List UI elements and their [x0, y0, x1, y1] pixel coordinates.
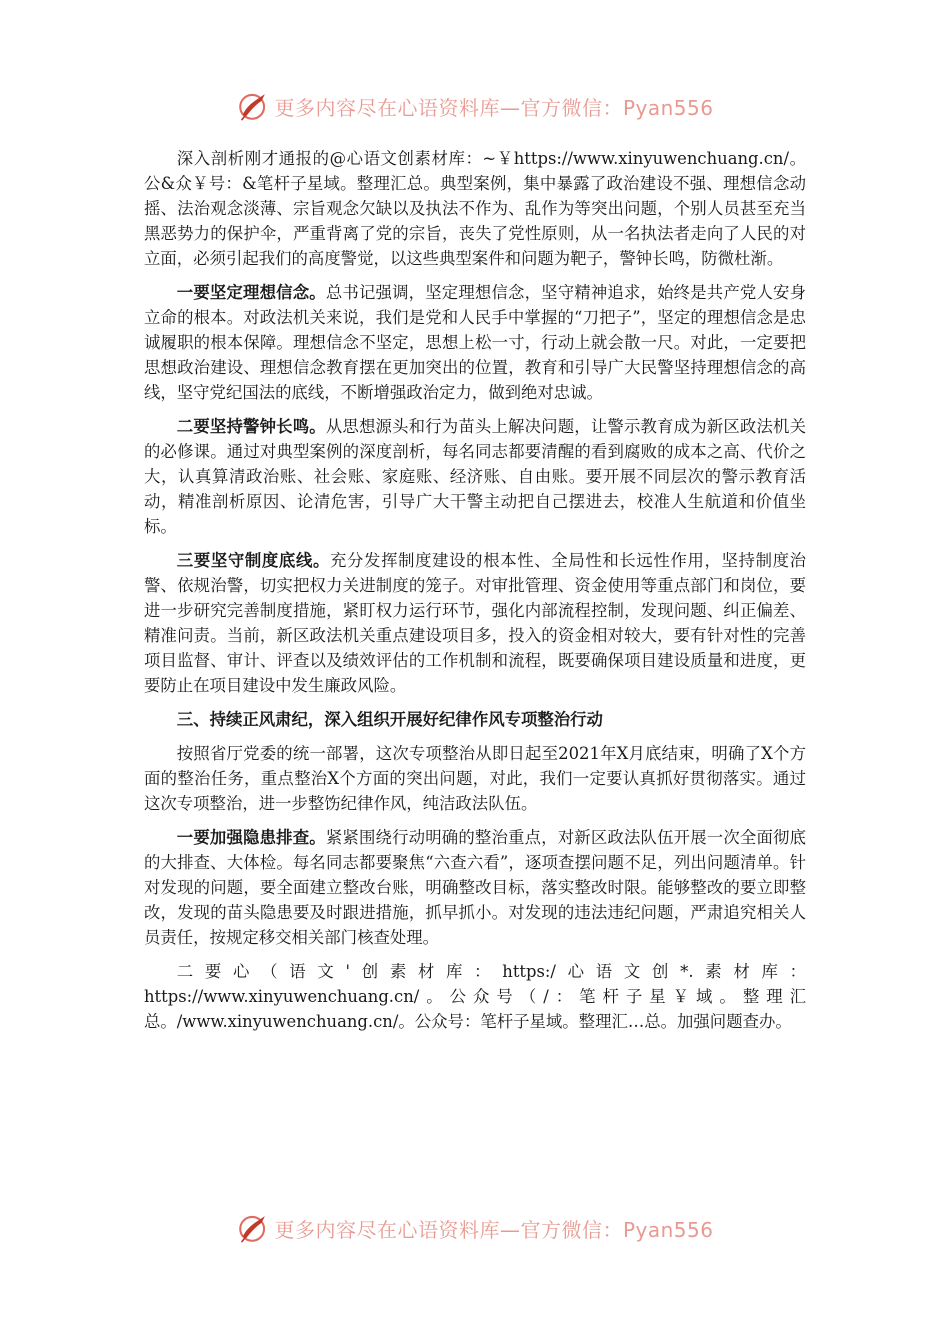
paragraph-warning [144, 414, 806, 539]
paragraph-text: 总书记强调，坚定理想信念，坚守精神追求，始终是共产党人安身立命的根本。对政法机关来说，我们是党和人民手中掌握的“刀把子”，坚定的理想信念是忠诚履职的根本保障。理想信念不坚定，思想上松一寸，行动上就会散一尺。对此，一定要把思想政治建设、理想信念教育摆在更加突出的位置，教育和引导广大民警坚持理想信念的高线，坚守党纪国法的底线，不断增强政治定力，做到绝对忠诚。 [144, 283, 806, 402]
paragraph-text: 紧紧围绕行动明确的整治重点，对新区政法队伍开展一次全面彻底的大排查、大体检。每名同志都要聚焦“六查六看”，逐项查摆问题不足，列出问题清单。针对发现的问题，要全面建立整改台账，明确整改目标，落实整改时限。能够整改的要立即整改，发现的苗头隐患要及时跟进措施，抓早抓小。对发现的违法违纪问题，严肃追究相关人员责任，按规定移交相关部门核查处理。 [144, 828, 806, 947]
paragraph-lead: 三要坚守制度底线。 [176, 551, 330, 570]
footer-banner [0, 1208, 950, 1248]
paragraph-text: 充分发挥制度建设的根本性、全局性和长远性作用，坚持制度治警、依规治警，切实把权力关进制度的笼子。对审批管理、资金使用等重点部门和岗位，要进一步研究完善制度措施，紧盯权力运行环节，强化内部流程控制，发现问题、纠正偏差、精准问责。当前，新区政法机关重点建设项目多，投入的资金相对较大，要有针对性的完善项目监督、审计、评查以及绩效评估的工作机制和流程，既要确保项目建设质量和进度，更要防止在项目建设中发生廉政风险。 [144, 551, 806, 695]
paragraph-lead: 二要坚持警钟长鸣。 [176, 417, 326, 436]
paragraph-rectification: 按照省厅党委的统一部署，这次专项整治从即日起至2021年X月底结束，明确了X个方面的整治任务，重点整治X个方面的突出问题，对此，我们一定要认真抓好贯彻落实。通过这次专项整治，进一步整饬纪律作风，纯洁政法队伍。 [144, 744, 806, 813]
document-body [144, 146, 806, 1038]
pen-ink-logo-icon [236, 89, 270, 123]
paragraph-intro: 深入剖析刚才通报的@心语文创素材库：~￥https://www.xinyuwenchuang.cn/。公&众￥号：&笔杆子星域。整理汇总。典型案例，集中暴露了政治建设不强、理想信念动摇、法治观念淡薄、宗旨观念欠缺以及执法不作为、乱作为等突出问题，个别人员甚至充当黑恶势力的保护伞，严重背离了党的宗旨，丧失了党性原则，从一名执法者走向了人民的对立面，必须引起我们的高度警觉，以这些典型案件和问题为靶子，警钟长鸣，防微杜渐。 [144, 149, 806, 268]
paragraph-system [144, 548, 806, 698]
header-banner [0, 86, 950, 126]
paragraph-case-handling: 二要心（语文'创素材库：https:/心语文创*.素材库：https://www.xinyuwenchuang.cn/。公众号（/：笔杆子星￥域。整理汇总。/www.xinyuwenchuang.cn/。公众号：笔杆子星域。整理汇…总。加强问题查办。 [144, 962, 806, 1031]
footer-banner-text: 更多内容尽在心语资料库—官方微信：Pyan556 [274, 1217, 714, 1242]
section-heading: 三、持续正风肃纪，深入组织开展好纪律作风专项整治行动 [176, 710, 603, 729]
paragraph-hazard-check [144, 825, 806, 950]
paragraph-text: 从思想源头和行为苗头上解决问题，让警示教育成为新区政法机关的必修课。通过对典型案例的深度剖析，每名同志都要清醒的看到腐败的成本之高、代价之大，认真算清政治账、社会账、家庭账、经济账、自由账。要开展不同层次的警示教育活动，精准剖析原因、论清危害，引导广大干警主动把自己摆进去，校准人生航道和价值坐标。 [144, 417, 806, 536]
paragraph-lead: 一要坚定理想信念。 [176, 283, 326, 302]
pen-ink-logo-icon [236, 1211, 270, 1245]
header-banner-text: 更多内容尽在心语资料库—官方微信：Pyan556 [274, 95, 714, 120]
paragraph-lead: 一要加强隐患排查。 [176, 828, 326, 847]
paragraph-ideals [144, 280, 806, 405]
